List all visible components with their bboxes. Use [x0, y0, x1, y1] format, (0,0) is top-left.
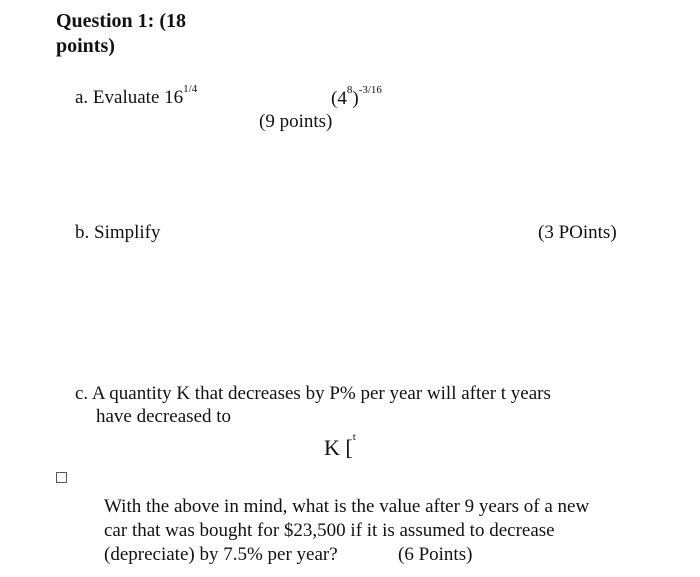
image-placeholder-checkbox[interactable]	[56, 472, 67, 483]
part-c-points: (6 Points)	[398, 544, 473, 565]
question-title-line2: points)	[56, 35, 115, 57]
question-title-line1: Question 1: (18	[56, 10, 186, 32]
part-c-line2: have decreased to	[96, 406, 232, 427]
part-c-formula: K [$^t$	[324, 431, 356, 460]
part-c-question-line1: With the above in mind, what is the value after 9 years of a new	[104, 496, 590, 517]
part-a-label: a. Evaluate $16^{1/4}$	[75, 83, 198, 108]
part-b-points: (3 POints)	[538, 222, 617, 243]
part-a-expression: $(4^8)^{-3/16}$	[331, 84, 382, 109]
part-c-question-line2: car that was bought for $23,500 if it is assumed to decrease	[104, 520, 555, 541]
part-c-line1: c. A quantity K that decreases by P% per year will after t years	[75, 383, 551, 404]
part-c-formula-exponent: t	[352, 431, 356, 443]
part-c-question-line3: (depreciate) by 7.5% per year?	[104, 544, 338, 565]
part-a-points: (9 points)	[259, 111, 333, 132]
part-b-label: b. Simplify	[75, 222, 161, 243]
part-a-outer-exponent: -3/16	[358, 84, 382, 96]
part-a-inner-exponent: 8	[346, 84, 353, 96]
part-a-exponent: 1/4	[183, 83, 198, 95]
